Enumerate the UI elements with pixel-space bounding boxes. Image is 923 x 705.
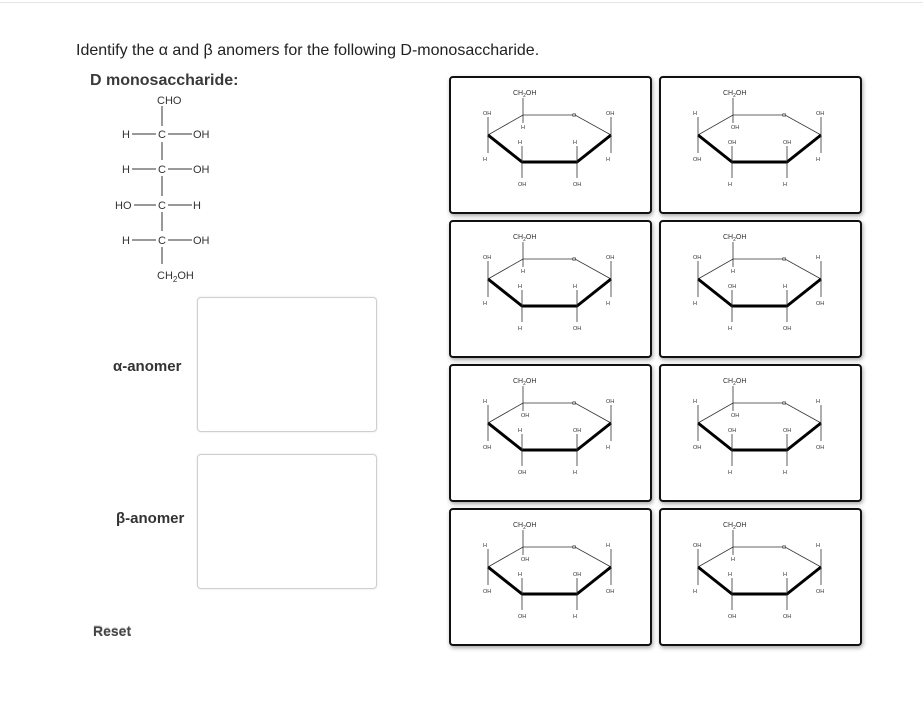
substituent-up-label: OH — [606, 399, 615, 405]
c2-up-label: H — [783, 284, 787, 290]
ring-oxygen-label: O — [782, 113, 787, 119]
substituent-down-label: H — [606, 157, 610, 163]
haworth-structure — [451, 78, 650, 212]
substituent-down-label: H — [606, 301, 610, 307]
haworth-card-6[interactable] — [659, 364, 862, 502]
fischer-carbon: C — [158, 200, 166, 212]
ch2oh-label: $CH_2OH$ — [513, 522, 537, 531]
beta-anomer-label: β-anomer — [116, 510, 185, 527]
fischer-left: H — [122, 129, 130, 141]
c3-up-label: H — [518, 140, 522, 146]
c2-down-label: H — [783, 182, 787, 188]
substituent-up-label: OH — [816, 111, 825, 117]
beta-anomer-dropzone[interactable] — [197, 454, 377, 589]
c3-down-label: OH — [518, 614, 527, 620]
c2-up-label: OH — [783, 140, 792, 146]
c3-down-label: OH — [728, 614, 737, 620]
substituent-down-label: OH — [816, 445, 825, 451]
c3-up-label: H — [518, 428, 522, 434]
c3-down-label: OH — [518, 182, 527, 188]
substituent-down-label: H — [816, 157, 820, 163]
haworth-card-5[interactable] — [449, 364, 652, 502]
ch2oh-label: $CH_2OH$ — [513, 234, 537, 243]
ch2oh-label: $CH_2OH$ — [723, 90, 747, 99]
c2-down-label: OH — [783, 614, 792, 620]
substituent-up-label: H — [816, 399, 820, 405]
substituent-up-label: OH — [483, 111, 492, 117]
c3-up-label: H — [518, 284, 522, 290]
haworth-card-8[interactable] — [659, 508, 862, 646]
fischer-right: OH — [193, 129, 210, 141]
c5-h-label: OH — [521, 413, 530, 419]
c2-down-label: OH — [573, 182, 582, 188]
c3-down-label: H — [728, 470, 732, 476]
ch2oh-label: $CH_2OH$ — [723, 378, 747, 387]
c2-down-label: H — [573, 614, 577, 620]
haworth-structure — [661, 510, 860, 644]
haworth-card-2[interactable] — [659, 76, 862, 214]
c3-down-label: OH — [518, 470, 527, 476]
haworth-structure — [451, 366, 650, 500]
c3-up-label: H — [518, 572, 522, 578]
substituent-up-label: H — [693, 399, 697, 405]
haworth-structure — [451, 222, 650, 356]
monosaccharide-title: D monosaccharide: — [90, 72, 239, 89]
substituent-down-label: OH — [606, 589, 615, 595]
substituent-down-label: H — [693, 301, 697, 307]
haworth-card-7[interactable] — [449, 508, 652, 646]
substituent-up-label: H — [693, 111, 697, 117]
c5-h-label: H — [731, 269, 735, 275]
c2-up-label: OH — [573, 572, 582, 578]
ch2oh-label: $CH_2OH$ — [513, 90, 537, 99]
fischer-carbon: C — [158, 235, 166, 247]
fischer-left: HO — [115, 200, 132, 212]
substituent-up-label: OH — [606, 111, 615, 117]
fischer-top: CHO — [157, 95, 182, 107]
fischer-projection — [100, 88, 260, 288]
substituent-up-label: H — [816, 543, 820, 549]
ring-oxygen-label: O — [782, 401, 787, 407]
substituent-down-label: H — [483, 301, 487, 307]
substituent-down-label: OH — [483, 445, 492, 451]
substituent-down-label: OH — [693, 445, 702, 451]
c5-h-label: OH — [731, 413, 740, 419]
haworth-structure — [451, 510, 650, 644]
fischer-carbon: C — [158, 129, 166, 141]
substituent-up-label: H — [606, 543, 610, 549]
c5-h-label: H — [731, 557, 735, 563]
fischer-left: H — [122, 235, 130, 247]
c3-down-label: H — [518, 326, 522, 332]
substituent-up-label: H — [483, 543, 487, 549]
alpha-anomer-dropzone[interactable] — [197, 297, 377, 432]
ring-oxygen-label: O — [572, 545, 577, 551]
question-text: Identify the α and β anomers for the following D-monosaccharide. — [76, 42, 540, 59]
top-divider — [0, 2, 923, 3]
substituent-down-label: OH — [816, 589, 825, 595]
haworth-card-3[interactable] — [449, 220, 652, 358]
c2-down-label: OH — [573, 326, 582, 332]
substituent-down-label: OH — [816, 301, 825, 307]
haworth-structure — [661, 78, 860, 212]
substituent-up-label: OH — [606, 255, 615, 261]
ring-oxygen-label: O — [782, 257, 787, 263]
c3-up-label: H — [728, 572, 732, 578]
substituent-down-label: OH — [483, 589, 492, 595]
ring-oxygen-label: O — [572, 401, 577, 407]
fischer-right: OH — [193, 164, 210, 176]
ch2oh-label: $CH_2OH$ — [723, 522, 747, 531]
substituent-up-label: OH — [693, 543, 702, 549]
c3-up-label: OH — [728, 284, 737, 290]
c3-down-label: H — [728, 182, 732, 188]
haworth-card-1[interactable] — [449, 76, 652, 214]
c2-up-label: OH — [783, 428, 792, 434]
substituent-down-label: H — [606, 445, 610, 451]
c2-up-label: H — [783, 572, 787, 578]
c5-h-label: H — [521, 125, 525, 131]
ch2oh-label: $CH_2OH$ — [513, 378, 537, 387]
c5-h-label: OH — [731, 125, 740, 131]
fischer-left: H — [122, 164, 130, 176]
ring-oxygen-label: O — [782, 545, 787, 551]
reset-button[interactable]: Reset — [93, 623, 132, 639]
c2-down-label: H — [783, 470, 787, 476]
substituent-up-label: H — [816, 255, 820, 261]
c2-up-label: H — [573, 284, 577, 290]
haworth-structure — [661, 366, 860, 500]
c5-h-label: OH — [521, 557, 530, 563]
c5-h-label: H — [521, 269, 525, 275]
fischer-carbon: C — [158, 164, 166, 176]
c2-up-label: OH — [573, 428, 582, 434]
substituent-up-label: OH — [693, 255, 702, 261]
substituent-down-label: OH — [693, 157, 702, 163]
c2-down-label: H — [573, 470, 577, 476]
c3-up-label: OH — [728, 140, 737, 146]
c3-down-label: H — [728, 326, 732, 332]
c2-down-label: OH — [783, 326, 792, 332]
ch2oh-label: $CH_2OH$ — [723, 234, 747, 243]
haworth-card-4[interactable] — [659, 220, 862, 358]
ring-oxygen-label: O — [572, 113, 577, 119]
fischer-bottom: $CH_2OH$ — [157, 270, 194, 284]
substituent-up-label: OH — [483, 255, 492, 261]
substituent-down-label: H — [483, 157, 487, 163]
fischer-right: H — [193, 200, 201, 212]
haworth-structure — [661, 222, 860, 356]
alpha-anomer-label: α-anomer — [113, 358, 182, 375]
ring-oxygen-label: O — [572, 257, 577, 263]
c2-up-label: H — [573, 140, 577, 146]
fischer-right: OH — [193, 235, 210, 247]
c3-up-label: OH — [728, 428, 737, 434]
substituent-down-label: H — [693, 589, 697, 595]
substituent-up-label: H — [483, 399, 487, 405]
